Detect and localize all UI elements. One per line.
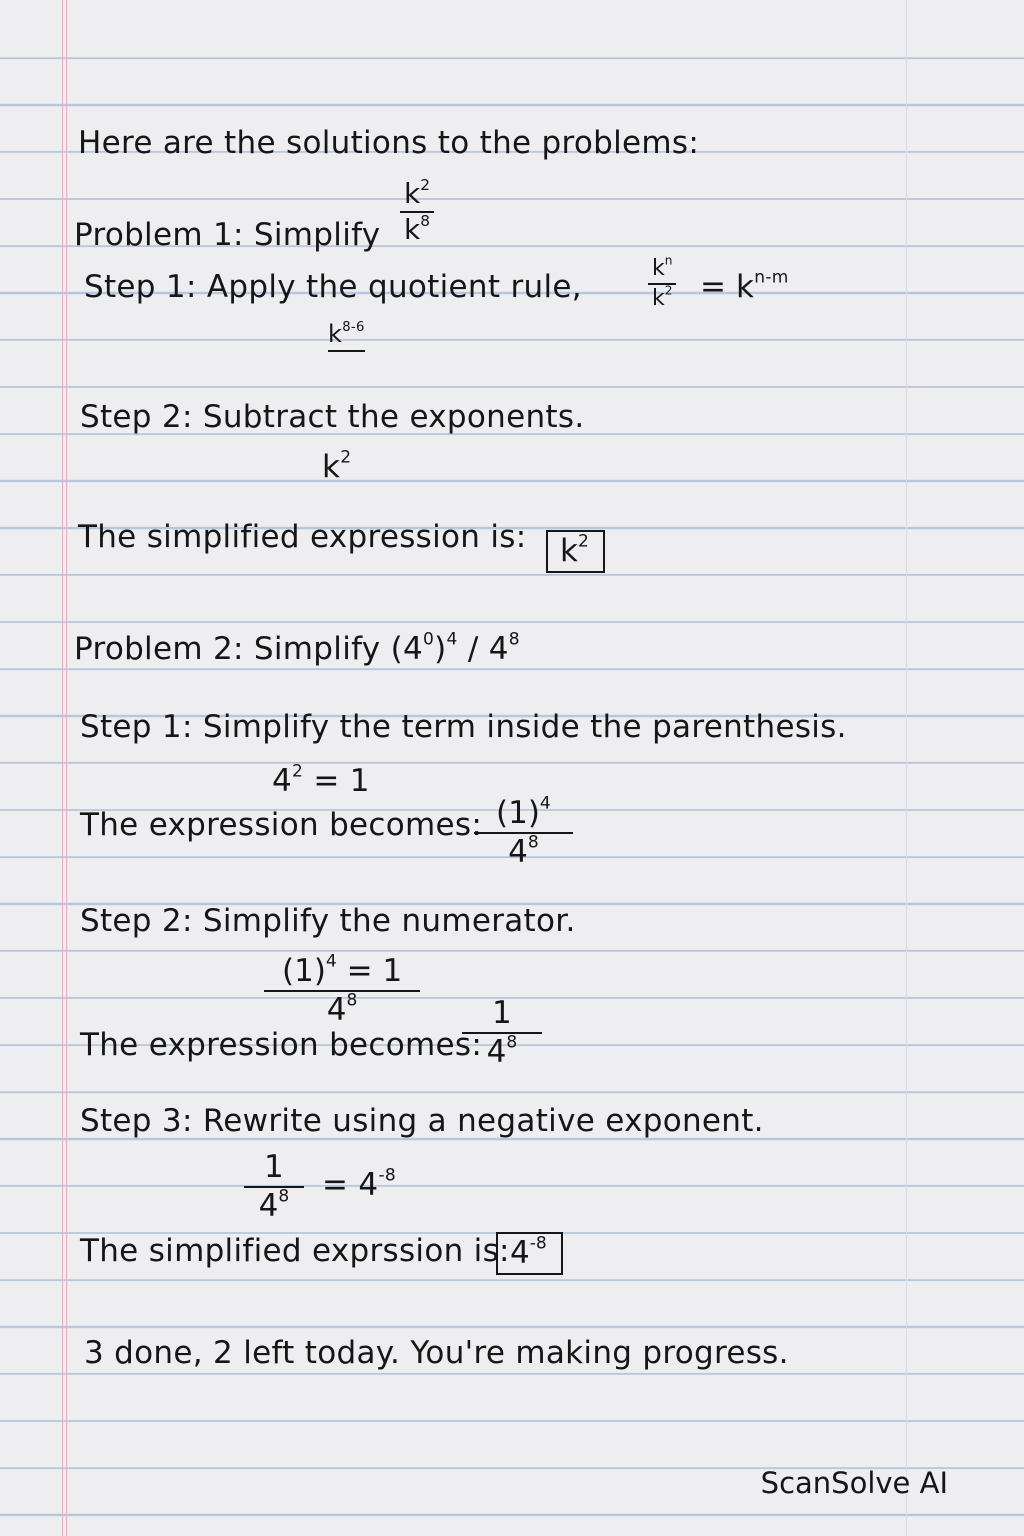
fraction-denominator: $4^8$ (258, 1186, 290, 1224)
fraction-denominator: $k^8$ (404, 211, 431, 246)
fraction-numerator: $(1)^4 = 1$ (264, 956, 420, 992)
problem2-answer-label: The simplified exprssion is: (80, 1233, 510, 1269)
problem1-answer-box: $k^2$ (546, 530, 605, 573)
problem2-becomes1-fraction (474, 793, 573, 870)
fraction-numerator: 1 (244, 1152, 304, 1188)
fraction-denominator: $4^8$ (508, 832, 539, 870)
problem2-becomes2-label: The expression becomes: (80, 1027, 483, 1063)
fraction-numerator: 1 (462, 998, 542, 1034)
fraction-numerator: $k^n$ (648, 258, 676, 285)
problem2-step1: Step 1: Simplify the term inside the parenthesis. (80, 709, 847, 745)
problem2-step3: Step 3: Rewrite using a negative exponent. (80, 1103, 764, 1139)
problem1-fraction (400, 175, 434, 246)
quotient-rule-equals: = (700, 269, 727, 305)
fraction-denominator: $4^8$ (486, 1032, 518, 1070)
problem2-expression: $(4^0)^4 / 4^8$ (390, 629, 520, 667)
margin-line (62, 0, 63, 1536)
problem2-becomes2-fraction (462, 995, 542, 1070)
fraction-denominator: $k^2$ (651, 283, 673, 311)
fraction-numerator: $k^2$ (400, 180, 434, 213)
problem2-step1-work: $4^2 = 1$ (272, 761, 370, 799)
fraction-numerator: $(1)^4$ (474, 798, 573, 834)
problem1-step1: Step 1: Apply the quotient rule, (84, 269, 582, 305)
problem1-title: Problem 1: Simplify (74, 217, 381, 253)
problem1-step2: Step 2: Subtract the exponents. (80, 399, 585, 435)
problem1-answer-label: The simplified expression is: (78, 519, 527, 555)
problem2-step2-work-fraction (264, 951, 420, 1028)
problem1-step1-work: $k^{8-6}$ (328, 322, 365, 346)
quotient-rule-fraction (648, 253, 676, 311)
problem2-answer-box: $4^{-8}$ (496, 1232, 563, 1275)
intro-heading: Here are the solutions to the problems: (78, 125, 700, 161)
brand-label: ScanSolve AI (760, 1466, 948, 1500)
problem2-title: Problem 2: Simplify $(4^0)^4 / 4^8$ (74, 629, 520, 667)
quotient-rule-result: $k^{n-m}$ (736, 267, 789, 305)
problem2-becomes1-label: The expression becomes: (80, 807, 483, 843)
problem2-step3-fraction (244, 1149, 304, 1224)
right-guide-line (906, 0, 907, 1536)
margin-line (66, 0, 67, 1536)
fraction-denominator: $4^8$ (326, 990, 358, 1028)
closing-message: 3 done, 2 left today. You're making progress. (84, 1335, 789, 1371)
problem2-step2: Step 2: Simplify the numerator. (80, 903, 576, 939)
problem1-step2-work: $k^2$ (322, 447, 352, 485)
problem2-step3-result: = $4^{-8}$ (322, 1165, 397, 1203)
